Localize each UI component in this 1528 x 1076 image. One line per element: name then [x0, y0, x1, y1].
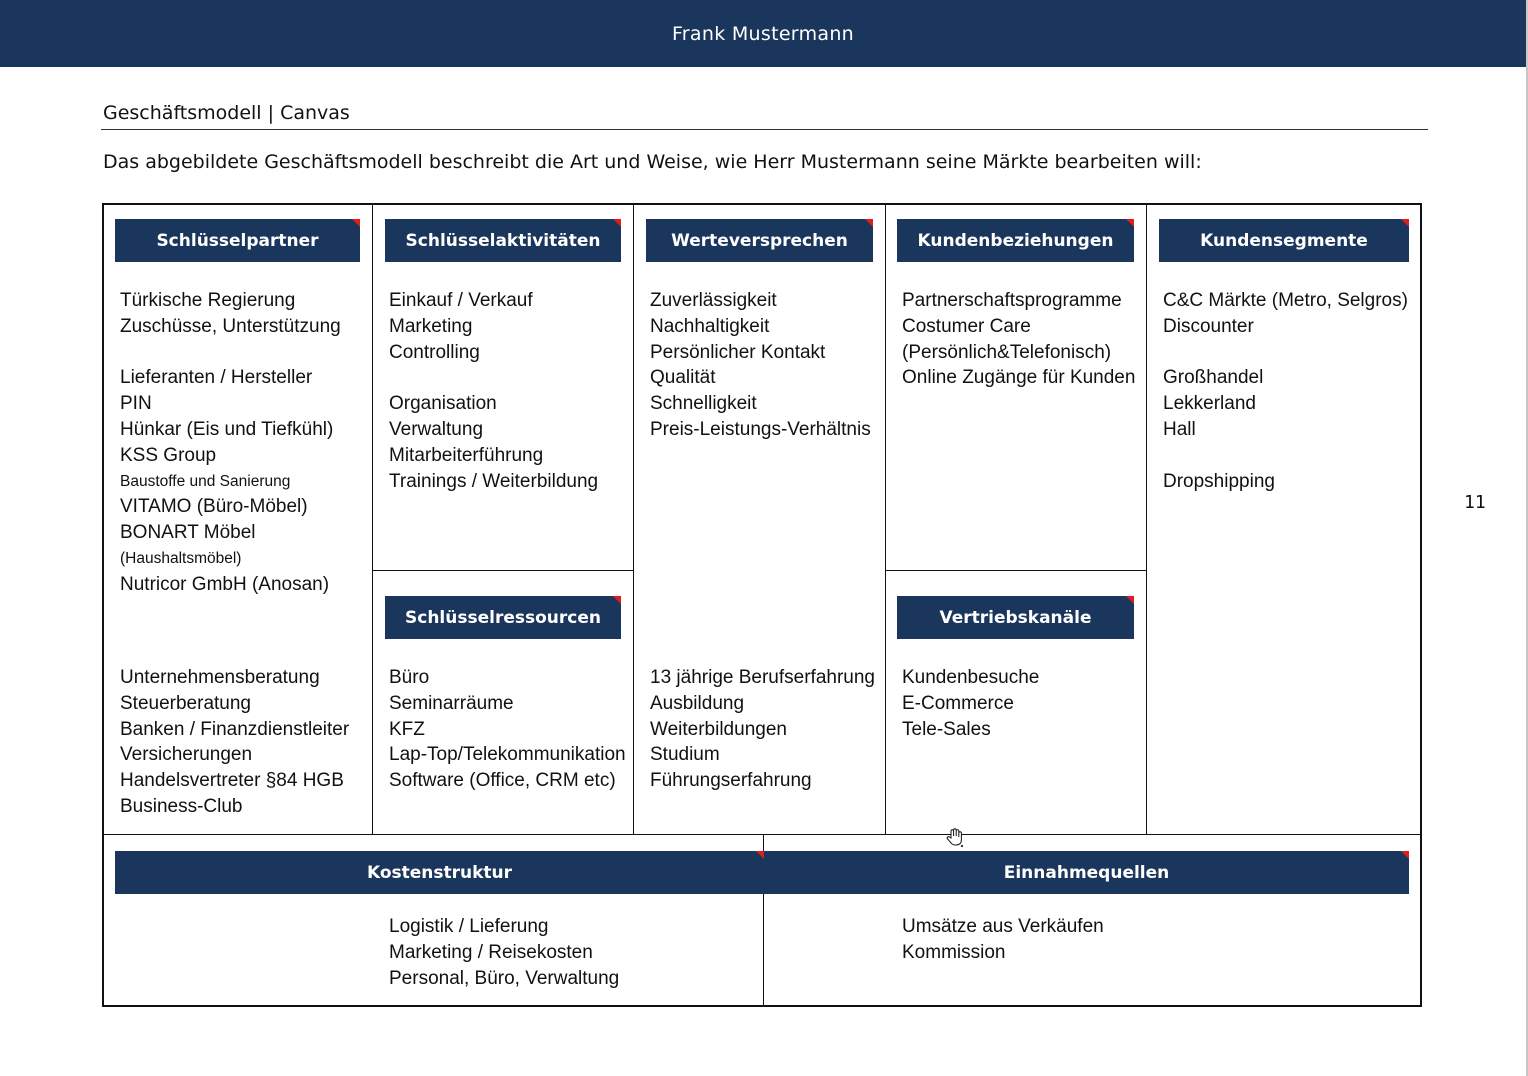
- header-werteversprechen: [646, 219, 873, 262]
- list-item: Großhandel: [1163, 367, 1264, 389]
- list-item: Partnerschaftsprogramme: [902, 290, 1122, 311]
- list-item: Studium: [650, 744, 720, 766]
- list-item: Qualität: [650, 367, 716, 389]
- list-item: Weiterbildungen: [650, 718, 787, 740]
- hand-cursor-icon: [944, 826, 966, 848]
- page-number: 11: [1464, 492, 1486, 513]
- list-item: Marketing / Reisekosten: [389, 941, 593, 963]
- author-name: Frank Mustermann: [671, 22, 855, 45]
- list-item: Nutricor GmbH (Anosan): [120, 573, 330, 595]
- list-einnahmequellen: [902, 914, 1104, 966]
- list-item: VITAMO (Büro-Möbel): [120, 496, 308, 518]
- list-item: PIN: [120, 393, 152, 415]
- header-kostenstruktur: [115, 851, 764, 894]
- list-item: [1163, 443, 1408, 469]
- list-item: E-Commerce: [902, 692, 1014, 714]
- list-item: Ausbildung: [650, 692, 745, 714]
- divider-bottom-row: [104, 834, 1420, 835]
- list-item: Trainings / Weiterbildung: [389, 470, 599, 492]
- header-label: Kundensegmente: [1200, 230, 1368, 251]
- header-banner: [0, 0, 1526, 67]
- list-item: Discounter: [1163, 315, 1254, 337]
- list-schluesselpartner-top: [120, 288, 341, 598]
- list-item: Lekkerland: [1163, 393, 1256, 415]
- list-item: C&C Märkte (Metro, Selgros): [1163, 290, 1408, 311]
- header-label: Schlüsselpartner: [156, 230, 319, 251]
- header-label: Einnahmequellen: [1003, 862, 1170, 883]
- list-werteversprechen-top: [650, 288, 871, 443]
- header-kundenbeziehungen: [897, 219, 1134, 262]
- list-item: [1163, 340, 1408, 366]
- list-item: Lap-Top/Telekommunikation: [389, 744, 626, 766]
- list-schluesselressourcen: [389, 665, 626, 794]
- list-item: Controlling: [389, 341, 480, 363]
- section-divider: [101, 129, 1428, 130]
- list-kundensegmente: [1163, 288, 1408, 494]
- list-item: Kommission: [902, 941, 1006, 963]
- list-item: Organisation: [389, 393, 497, 415]
- list-item: Lieferanten / Hersteller: [120, 367, 313, 389]
- section-title: Geschäftsmodell | Canvas: [103, 102, 350, 124]
- list-item: Führungserfahrung: [650, 770, 812, 792]
- list-item: [389, 365, 598, 391]
- list-item: Business-Club: [120, 795, 243, 817]
- header-label: Schlüsselaktivitäten: [405, 230, 601, 251]
- list-item: Personal, Büro, Verwaltung: [389, 967, 620, 989]
- list-item: Dropshipping: [1163, 470, 1275, 492]
- divider-relationships-channels: [885, 570, 1147, 571]
- list-item: Preis-Leistungs-Verhältnis: [650, 418, 871, 440]
- list-item: Hünkar (Eis und Tiefkühl): [120, 418, 334, 440]
- header-schluesselaktivitaeten: [385, 219, 621, 262]
- list-item: Software (Office, CRM etc): [389, 770, 616, 792]
- list-item: Schnelligkeit: [650, 393, 757, 415]
- list-item: Tele-Sales: [902, 718, 991, 740]
- header-kundensegmente: [1159, 219, 1409, 262]
- list-item: Marketing: [389, 315, 473, 337]
- list-item: 13 jährige Berufserfahrung: [650, 667, 875, 688]
- list-item: Einkauf / Verkauf: [389, 290, 533, 311]
- list-item: BONART Möbel: [120, 522, 256, 544]
- list-schluesselpartner-bottom: [120, 665, 349, 820]
- header-einnahmequellen: [764, 851, 1409, 894]
- divider-partner-activities: [372, 205, 373, 835]
- list-item: Baustoffe und Sanierung: [120, 472, 291, 490]
- header-vertriebskanaele: [897, 596, 1134, 639]
- list-item: Büro: [389, 667, 430, 688]
- header-label: Vertriebskanäle: [939, 607, 1092, 628]
- list-schluesselaktivitaeten: [389, 288, 598, 494]
- list-item: Hall: [1163, 418, 1196, 440]
- divider-activities-resources: [372, 570, 634, 571]
- list-item: (Persönlich&Telefonisch): [902, 341, 1112, 363]
- intro-text: Das abgebildete Geschäftsmodell beschreibt die Art und Weise, wie Herr Mustermann seine Märkte bearbeiten will:: [103, 151, 1202, 173]
- list-item: Seminarräume: [389, 692, 514, 714]
- list-kostenstruktur: [389, 914, 619, 991]
- list-item: Türkische Regierung: [120, 290, 296, 311]
- list-item: Logistik / Lieferung: [389, 916, 549, 937]
- list-item: Verwaltung: [389, 418, 484, 440]
- header-label: Kundenbeziehungen: [917, 230, 1114, 251]
- list-item: [120, 340, 341, 366]
- list-item: Mitarbeiterführung: [389, 444, 544, 466]
- list-kundenbeziehungen: [902, 288, 1135, 391]
- list-item: Unternehmensberatung: [120, 667, 320, 688]
- list-item: Steuerberatung: [120, 692, 251, 714]
- list-item: Online Zugänge für Kunden: [902, 367, 1136, 389]
- list-item: Costumer Care: [902, 315, 1031, 337]
- business-model-canvas: [102, 203, 1422, 1007]
- list-item: Nachhaltigkeit: [650, 315, 770, 337]
- list-werteversprechen-bottom: [650, 665, 875, 794]
- list-item: KFZ: [389, 718, 425, 740]
- divider-relationships-segments: [1146, 205, 1147, 835]
- list-item: Zuschüsse, Unterstützung: [120, 315, 341, 337]
- header-label: Kostenstruktur: [366, 862, 513, 883]
- list-item: Persönlicher Kontakt: [650, 341, 826, 363]
- list-item: (Haushaltsmöbel): [120, 549, 242, 567]
- list-item: KSS Group: [120, 444, 217, 466]
- list-item: Zuverlässigkeit: [650, 290, 777, 311]
- list-vertriebskanaele: [902, 665, 1039, 742]
- header-label: Schlüsselressourcen: [405, 607, 601, 628]
- list-item: Handelsvertreter §84 HGB: [120, 770, 344, 792]
- list-item: Versicherungen: [120, 744, 253, 766]
- list-item: Banken / Finanzdienstleiter: [120, 718, 350, 740]
- divider-value-relationships: [885, 205, 886, 835]
- divider-activities-value: [633, 205, 634, 835]
- list-item: Kundenbesuche: [902, 667, 1040, 688]
- header-schluesselpartner: [115, 219, 360, 262]
- header-label: Werteversprechen: [671, 230, 848, 251]
- header-schluesselressourcen: [385, 596, 621, 639]
- list-item: Umsätze aus Verkäufen: [902, 916, 1104, 937]
